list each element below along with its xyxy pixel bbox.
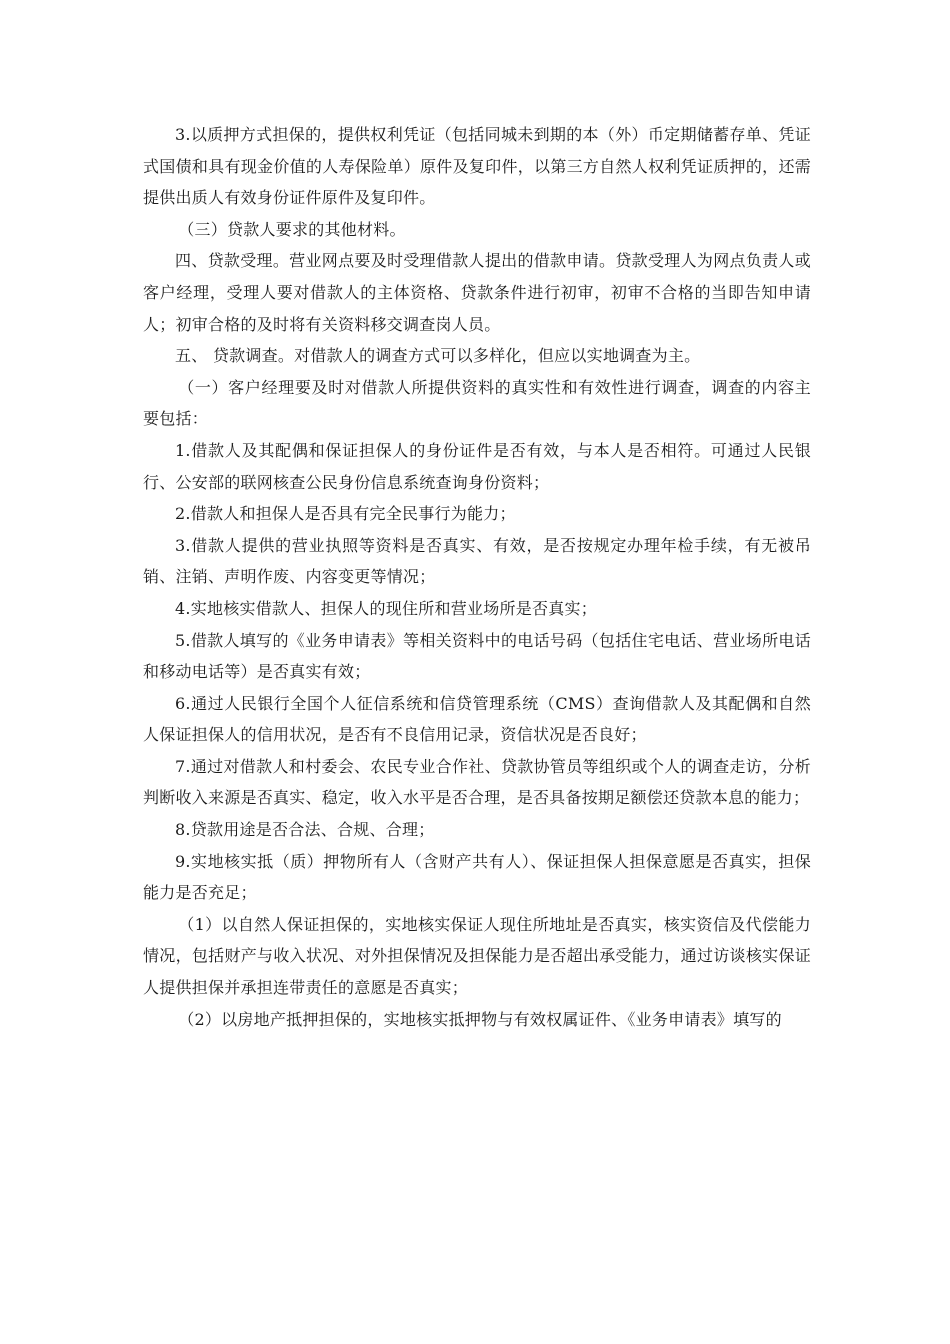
document-page: [143, 119, 811, 1035]
list-item-3: 3.借款人提供的营业执照等资料是否真实、有效，是否按规定办理年检手续，有无被吊销、注销、声明作废、内容变更等情况；: [143, 535, 811, 587]
paragraph-pledge-guarantee: 3.以质押方式担保的，提供权利凭证（包括同城未到期的本（外）币定期储蓄存单、凭证式国债和具有现金价值的人寿保险单）原件及复印件，以第三方自然人权利凭证质押的，还需提供出质人有效身份证件原件及复印件。: [143, 125, 811, 208]
list-item-4: 4.实地核实借款人、担保人的现住所和营业场所是否真实；: [175, 598, 598, 618]
list-item-9: 9.实地核实抵（质）押物所有人（含财产共有人）、保证担保人担保意愿是否真实，担保能力是否充足；: [143, 851, 811, 903]
list-item-8: 8.贷款用途是否合法、合规、合理；: [175, 820, 435, 840]
sub-item-1: （1）以自然人保证担保的，实地核实保证人现住所地址是否真实，核实资信及代偿能力情况，包括财产与收入状况、对外担保情况及担保能力是否超出承受能力，通过访谈核实保证人提供担保并承担连带责任的意愿是否真实；: [143, 914, 811, 998]
paragraph-other-materials: （三）贷款人要求的其他材料。: [178, 219, 406, 239]
list-item-6: 6.通过人民银行全国个人征信系统和信贷管理系统（CMS）查询借款人及其配偶和自然人保证担保人的信用状况，是否有不良信用记录，资信状况是否良好；: [143, 693, 811, 745]
list-item-1: 1.借款人及其配偶和保证担保人的身份证件是否有效，与本人是否相符。可通过人民银行、公安部的联网核查公民身份信息系统查询身份资料；: [143, 440, 811, 492]
list-item-5: 5.借款人填写的《业务申请表》等相关资料中的电话号码（包括住宅电话、营业场所电话和移动电话等）是否真实有效；: [143, 630, 811, 682]
list-item-7: 7.通过对借款人和村委会、农民专业合作社、贷款协管员等组织或个人的调查走访，分析判断收入来源是否真实、稳定，收入水平是否合理，是否具备按期足额偿还贷款本息的能力；: [143, 756, 811, 808]
list-item-2: 2.借款人和担保人是否具有完全民事行为能力；: [175, 504, 516, 524]
paragraph-investigation-content: （一）客户经理要及时对借款人所提供资料的真实性和有效性进行调查，调查的内容主要包括：: [143, 377, 811, 429]
paragraph-loan-acceptance: 四、贷款受理。营业网点要及时受理借款人提出的借款申请。贷款受理人为网点负责人或客户经理，受理人要对借款人的主体资格、贷款条件进行初审，初审不合格的当即告知申请人；初审合格的及时将有关资料移交调查岗人员。: [143, 251, 811, 334]
sub-item-2: （2）以房地产抵押担保的，实地核实抵押物与有效权属证件、《业务申请表》填写的: [178, 1009, 782, 1029]
paragraph-loan-investigation: 五、 贷款调查。对借款人的调查方式可以多样化，但应以实地调查为主。: [175, 346, 701, 366]
